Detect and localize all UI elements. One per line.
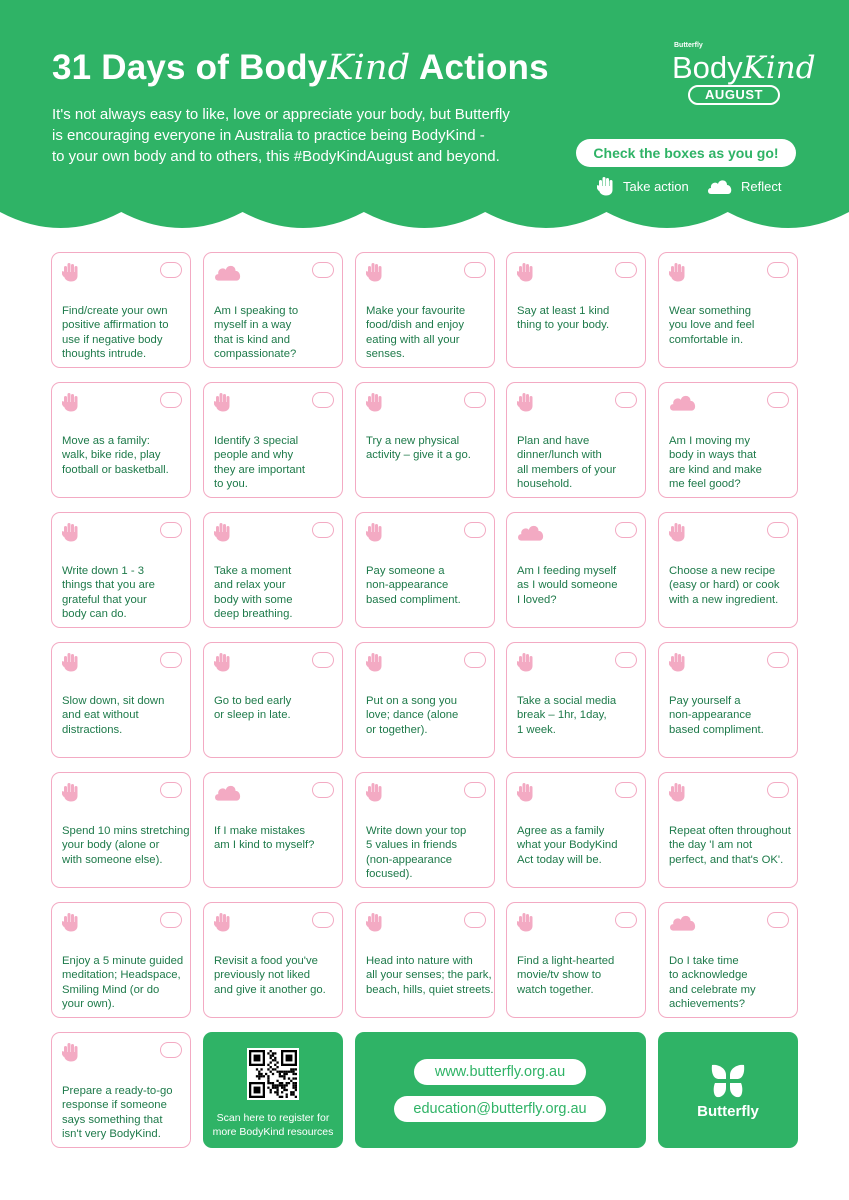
day-action-line: Repeat often throughout <box>669 825 791 837</box>
intro-line: is encouraging everyone in Australia to practice being BodyKind - <box>52 127 485 144</box>
day-action-line: Pay someone a <box>366 565 445 577</box>
day-action-line: household. <box>517 477 573 490</box>
hand-icon <box>366 522 384 547</box>
day-action-line: says something that <box>62 1113 163 1126</box>
hand-icon <box>669 522 687 547</box>
day-action-line: I loved? <box>517 593 557 606</box>
day-checkbox[interactable] <box>464 912 486 928</box>
intro-text <box>52 104 542 167</box>
day-checkbox[interactable] <box>312 652 334 668</box>
hand-icon <box>669 782 687 807</box>
day-action-line: that is kind and <box>214 333 290 346</box>
day-checkbox[interactable] <box>312 392 334 408</box>
day-action-line: and eat without <box>62 709 139 722</box>
day-action-line: Prepare a ready-to-go <box>62 1085 173 1097</box>
day-action-line: Write down 1 - 3 <box>62 565 145 577</box>
day-action-line: 1 week. <box>517 723 556 736</box>
day-checkbox[interactable] <box>312 912 334 928</box>
day-action-line: Say at least 1 kind <box>517 305 610 317</box>
day-checkbox[interactable] <box>464 652 486 668</box>
hand-icon <box>214 912 232 937</box>
day-action-line: isn't very BodyKind. <box>62 1127 161 1140</box>
email-link[interactable]: education@butterfly.org.au <box>394 1096 606 1122</box>
day-action-line: perfect, and that's OK'. <box>669 853 784 866</box>
page-title: 31 Days of BodyKind Actions <box>52 48 549 88</box>
day-action-text <box>214 564 342 621</box>
hand-icon <box>62 522 80 547</box>
day-action-line: Put on a song you <box>366 695 458 707</box>
day-action-text <box>669 694 797 737</box>
day-checkbox[interactable] <box>160 522 182 538</box>
hand-icon <box>517 782 535 807</box>
day-card <box>51 382 191 498</box>
qr-caption-line: Scan here to register for <box>216 1112 330 1124</box>
day-action-text <box>366 304 494 361</box>
day-action-line: use if negative body <box>62 333 163 346</box>
day-action-text <box>517 824 645 867</box>
day-action-line: response if someone <box>62 1099 167 1112</box>
day-action-line: Choose a new recipe <box>669 565 776 577</box>
day-checkbox[interactable] <box>464 522 486 538</box>
day-action-text <box>366 954 494 997</box>
day-card <box>203 642 343 758</box>
day-action-line: and give it another go. <box>214 983 326 996</box>
bodykind-august-logo <box>668 40 816 108</box>
day-action-line: myself in a way <box>214 319 292 332</box>
day-action-line: Act today will be. <box>517 853 602 866</box>
qr-code[interactable] <box>247 1048 299 1100</box>
day-checkbox[interactable] <box>615 522 637 538</box>
day-action-line: Am I moving my <box>669 435 750 447</box>
website-link[interactable]: www.butterfly.org.au <box>414 1059 586 1085</box>
day-action-text <box>366 694 494 737</box>
day-action-line: activity – give it a go. <box>366 449 471 462</box>
day-action-line: things that you are <box>62 579 155 592</box>
day-action-line: Am I feeding myself <box>517 565 617 577</box>
day-action-line: (non-appearance <box>366 853 453 866</box>
day-action-line: food/dish and enjoy <box>366 319 464 332</box>
day-action-line: movie/tv show to <box>517 969 602 982</box>
day-action-text <box>517 304 645 333</box>
day-action-text <box>366 824 494 881</box>
day-action-line: your body (alone or <box>62 839 160 852</box>
day-card <box>355 382 495 498</box>
day-action-line: Find/create your own <box>62 305 168 317</box>
day-checkbox[interactable] <box>160 652 182 668</box>
day-action-line: all members of your <box>517 463 617 476</box>
day-action-text <box>62 824 190 867</box>
day-action-text <box>214 824 342 853</box>
day-action-line: non-appearance <box>366 579 449 592</box>
cloud-icon <box>669 912 697 937</box>
day-action-line: Write down your top <box>366 825 467 837</box>
day-action-line: Try a new physical <box>366 435 460 447</box>
day-checkbox[interactable] <box>464 262 486 278</box>
legend-take-action <box>597 176 689 196</box>
day-card <box>658 252 798 368</box>
day-action-line: as I would someone <box>517 579 618 592</box>
hand-icon <box>62 1042 80 1067</box>
hand-icon <box>214 392 232 417</box>
day-action-line: eating with all your <box>366 333 460 346</box>
butterfly-brand-name: Butterfly <box>697 1103 759 1120</box>
day-action-line: with a new ingredient. <box>669 593 779 606</box>
cloud-icon <box>214 262 242 287</box>
day-checkbox[interactable] <box>160 1042 182 1058</box>
day-card <box>658 512 798 628</box>
hand-icon <box>214 522 232 547</box>
day-action-line: walk, bike ride, play <box>62 449 161 462</box>
day-action-text <box>669 954 797 1011</box>
day-card <box>658 902 798 1018</box>
logo-bodykind-text: BodyKind <box>672 50 816 86</box>
day-checkbox[interactable] <box>767 262 789 278</box>
day-card <box>506 902 646 1018</box>
day-action-line: distractions. <box>62 723 123 736</box>
day-action-line: and celebrate my <box>669 983 756 996</box>
day-action-line: body with some <box>214 593 293 606</box>
day-action-line: Spend 10 mins stretching <box>62 825 190 837</box>
day-action-line: what your BodyKind <box>517 839 618 852</box>
day-action-line: If I make mistakes <box>214 825 306 837</box>
day-action-line: beach, hills, quiet streets. <box>366 983 494 996</box>
day-checkbox[interactable] <box>312 522 334 538</box>
hand-icon <box>366 652 384 677</box>
logo-month-badge: AUGUST <box>688 85 780 105</box>
day-action-line: watch together. <box>517 983 594 996</box>
day-action-line: your own). <box>62 997 115 1010</box>
day-action-line: Smiling Mind (or do <box>62 983 160 996</box>
day-action-line: comfortable in. <box>669 333 744 346</box>
day-action-line: am I kind to myself? <box>214 839 315 852</box>
hand-icon <box>62 392 80 417</box>
hand-icon <box>669 262 687 287</box>
logo-butterfly-text: Butterfly <box>674 42 703 49</box>
day-action-line: thoughts intrude. <box>62 347 147 360</box>
day-card <box>355 252 495 368</box>
contact-links-tile <box>355 1032 646 1148</box>
day-action-line: or together). <box>366 723 428 736</box>
day-action-line: love; dance (alone <box>366 709 459 722</box>
day-card <box>51 512 191 628</box>
day-checkbox[interactable] <box>615 912 637 928</box>
day-action-line: the day 'I am not <box>669 839 753 852</box>
day-action-text <box>62 304 190 361</box>
day-card <box>658 772 798 888</box>
header-banner <box>0 0 849 232</box>
hand-icon <box>366 262 384 287</box>
hand-icon <box>214 652 232 677</box>
day-action-text <box>214 304 342 361</box>
hand-icon <box>597 176 615 196</box>
day-card <box>203 902 343 1018</box>
day-action-line: are kind and make <box>669 463 762 476</box>
day-action-line: Identify 3 special <box>214 435 299 447</box>
day-action-line: they are important <box>214 463 306 476</box>
butterfly-logo-icon <box>709 1062 747 1100</box>
day-action-line: Am I speaking to <box>214 305 299 317</box>
day-card <box>51 902 191 1018</box>
day-action-line: based compliment. <box>366 593 461 606</box>
day-action-line: with someone else). <box>62 853 163 866</box>
day-card <box>506 642 646 758</box>
check-boxes-banner: Check the boxes as you go! <box>576 139 796 167</box>
hand-icon <box>62 652 80 677</box>
day-card <box>355 902 495 1018</box>
hand-icon <box>62 262 80 287</box>
hand-icon <box>62 912 80 937</box>
day-action-text <box>214 954 342 997</box>
day-checkbox[interactable] <box>767 912 789 928</box>
day-action-line: non-appearance <box>669 709 752 722</box>
day-action-line: you love and feel <box>669 319 755 332</box>
hand-icon <box>366 782 384 807</box>
day-card <box>658 382 798 498</box>
hand-icon <box>517 912 535 937</box>
day-checkbox[interactable] <box>312 262 334 278</box>
day-checkbox[interactable] <box>767 652 789 668</box>
day-action-text <box>214 434 342 491</box>
day-action-text <box>366 564 494 607</box>
day-action-line: all your senses; the park, <box>366 969 492 982</box>
day-action-line: Head into nature with <box>366 955 473 967</box>
day-card <box>51 252 191 368</box>
day-action-line: people and why <box>214 449 294 462</box>
day-action-text <box>517 434 645 491</box>
intro-line: It's not always easy to like, love or appreciate your body, but Butterfly <box>52 106 510 123</box>
day-action-line: positive affirmation to <box>62 319 169 332</box>
day-action-line: Plan and have <box>517 435 590 447</box>
day-checkbox[interactable] <box>312 782 334 798</box>
day-action-text <box>669 824 797 867</box>
day-checkbox[interactable] <box>464 782 486 798</box>
day-action-text <box>62 564 190 621</box>
day-card <box>506 512 646 628</box>
day-checkbox[interactable] <box>615 392 637 408</box>
qr-code-image <box>249 1050 297 1098</box>
qr-caption-line: more BodyKind resources <box>212 1126 334 1138</box>
day-action-line: based compliment. <box>669 723 764 736</box>
day-action-text <box>517 564 645 607</box>
day-card <box>355 642 495 758</box>
day-action-line: Revisit a food you've <box>214 955 318 967</box>
day-action-line: compassionate? <box>214 347 297 360</box>
day-checkbox[interactable] <box>160 782 182 798</box>
day-checkbox[interactable] <box>767 392 789 408</box>
day-action-text <box>62 954 190 1011</box>
day-action-line: Take a moment <box>214 565 292 577</box>
day-action-line: Make your favourite <box>366 305 466 317</box>
day-checkbox[interactable] <box>464 392 486 408</box>
day-card <box>355 512 495 628</box>
day-card <box>203 252 343 368</box>
day-card <box>658 642 798 758</box>
hand-icon <box>62 782 80 807</box>
day-checkbox[interactable] <box>615 782 637 798</box>
hand-icon <box>366 912 384 937</box>
legend-reflect-label: Reflect <box>741 178 782 194</box>
day-card <box>506 382 646 498</box>
day-action-text <box>62 1084 190 1141</box>
day-action-line: Agree as a family <box>517 825 605 837</box>
day-action-line: Find a light-hearted <box>517 955 615 967</box>
day-action-line: deep breathing. <box>214 607 293 620</box>
legend-take-action-label: Take action <box>623 178 689 194</box>
cloud-icon <box>669 392 697 417</box>
day-action-line: to you. <box>214 477 248 490</box>
day-action-line: senses. <box>366 347 405 360</box>
day-action-text <box>62 694 190 737</box>
day-checkbox[interactable] <box>160 912 182 928</box>
day-action-line: Move as a family: <box>62 435 150 447</box>
day-action-text <box>669 304 797 347</box>
day-action-line: and relax your <box>214 579 286 592</box>
day-action-line: or sleep in late. <box>214 709 291 722</box>
butterfly-brand-tile <box>658 1032 798 1148</box>
day-action-line: meditation; Headspace, <box>62 969 181 982</box>
intro-line: to your own body and to others, this #BodyKindAugust and beyond. <box>52 148 500 165</box>
day-card <box>203 772 343 888</box>
cloud-icon <box>517 522 545 547</box>
day-card <box>51 772 191 888</box>
hand-icon <box>669 652 687 677</box>
cloud-icon <box>214 782 242 807</box>
cloud-icon <box>707 177 733 195</box>
day-checkbox[interactable] <box>767 782 789 798</box>
day-action-line: to acknowledge <box>669 969 748 982</box>
day-action-line: me feel good? <box>669 477 741 490</box>
day-action-line: Take a social media <box>517 695 617 707</box>
day-action-line: Wear something <box>669 305 752 317</box>
day-action-line: thing to your body. <box>517 319 610 332</box>
day-action-text <box>517 694 645 737</box>
day-action-line: dinner/lunch with <box>517 449 602 462</box>
day-card <box>51 1032 191 1148</box>
qr-register-tile[interactable] <box>203 1032 343 1148</box>
day-action-text <box>62 434 190 477</box>
day-action-line: (easy or hard) or cook <box>669 579 780 592</box>
day-action-text <box>669 564 797 607</box>
day-card <box>506 252 646 368</box>
day-action-line: break – 1hr, 1day, <box>517 709 607 722</box>
day-card <box>51 642 191 758</box>
day-card <box>506 772 646 888</box>
day-action-line: body can do. <box>62 607 127 620</box>
day-action-text <box>366 434 494 463</box>
day-card <box>355 772 495 888</box>
day-checkbox[interactable] <box>160 262 182 278</box>
day-action-text <box>214 694 342 723</box>
day-action-line: Slow down, sit down <box>62 695 165 707</box>
hand-icon <box>517 652 535 677</box>
day-action-line: achievements? <box>669 997 745 1010</box>
day-action-line: focused). <box>366 867 413 880</box>
day-action-line: 5 values in friends <box>366 839 458 852</box>
day-action-line: body in ways that <box>669 449 757 462</box>
day-action-line: Enjoy a 5 minute guided <box>62 955 184 967</box>
day-checkbox[interactable] <box>615 652 637 668</box>
hand-icon <box>366 392 384 417</box>
qr-caption <box>203 1111 343 1139</box>
day-action-line: Pay yourself a <box>669 695 741 707</box>
day-action-line: football or basketball. <box>62 463 169 476</box>
day-checkbox[interactable] <box>160 392 182 408</box>
day-action-line: Do I take time <box>669 955 739 967</box>
hand-icon <box>517 262 535 287</box>
day-action-line: Go to bed early <box>214 695 292 707</box>
day-card <box>203 382 343 498</box>
day-checkbox[interactable] <box>767 522 789 538</box>
day-card <box>203 512 343 628</box>
day-action-line: grateful that your <box>62 593 147 606</box>
day-checkbox[interactable] <box>615 262 637 278</box>
day-action-text <box>517 954 645 997</box>
legend-reflect <box>707 176 781 196</box>
day-action-line: previously not liked <box>214 969 311 982</box>
hand-icon <box>517 392 535 417</box>
day-action-text <box>669 434 797 491</box>
